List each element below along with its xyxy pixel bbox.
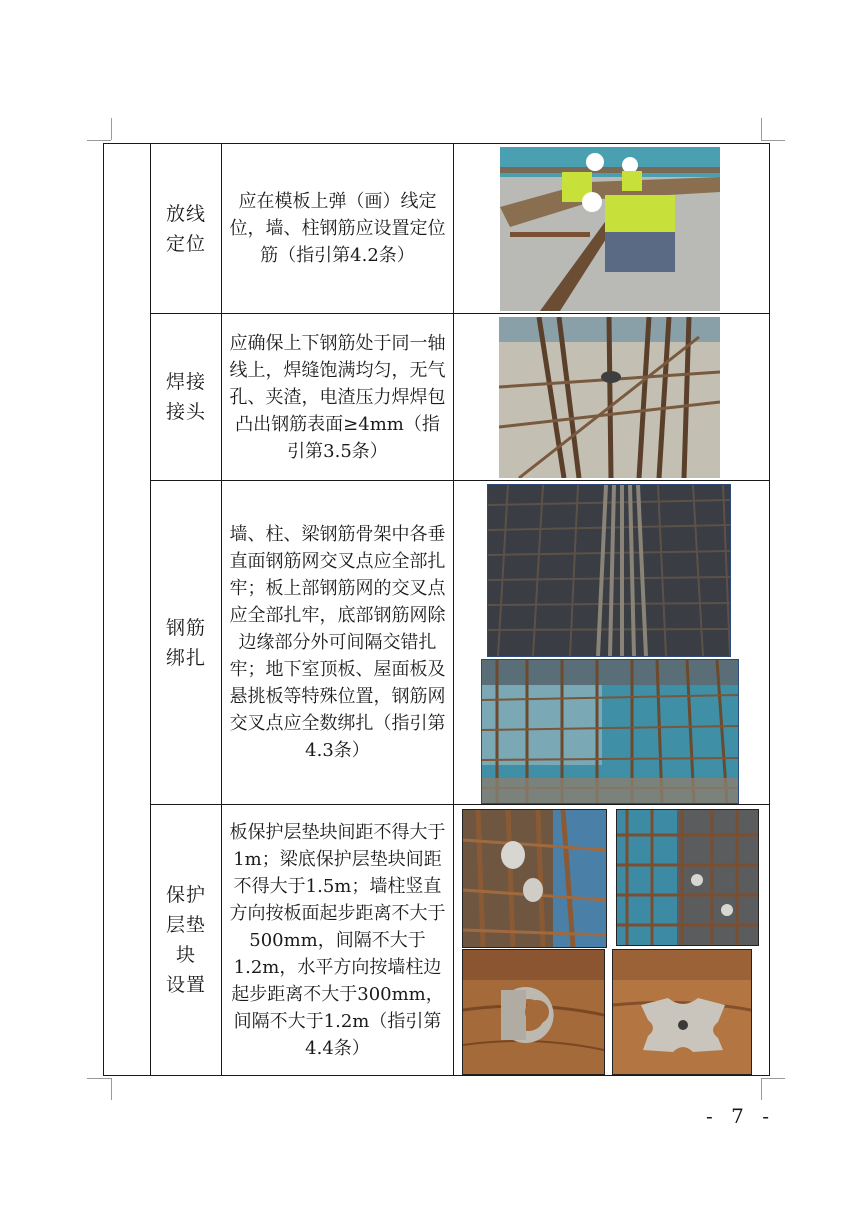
workers-marking-lines-photo	[500, 147, 720, 311]
crop-mark	[761, 1078, 785, 1079]
item-cell	[151, 314, 222, 481]
crop-mark	[761, 140, 785, 141]
crop-mark	[761, 1078, 762, 1100]
crop-mark	[761, 118, 762, 140]
requirement-cell	[222, 144, 454, 314]
wall-spacer-photo	[616, 809, 759, 946]
item-label: 钢筋 绑扎	[165, 616, 206, 669]
c-shaped-concrete-spacer-photo	[462, 949, 605, 1075]
wall-rebar-cage-photo	[481, 659, 739, 804]
crop-mark	[111, 118, 112, 140]
inspection-table	[103, 143, 770, 1076]
photo-cell	[454, 144, 770, 314]
requirement-text: 应确保上下钢筋处于同一轴线上，焊缝饱满均匀，无气孔、夹渣，电渣压力焊焊包凸出钢筋表面≥4mm（指引第3.5条）	[229, 332, 446, 462]
table-row	[104, 805, 770, 1076]
item-cell	[151, 144, 222, 314]
table-row	[104, 144, 770, 314]
table-row	[104, 481, 770, 805]
item-cell	[151, 481, 222, 805]
photo-cell	[454, 481, 770, 805]
table-row	[104, 314, 770, 481]
requirement-cell	[222, 805, 454, 1076]
item-label: 放线 定位	[165, 202, 206, 255]
item-label: 保护 层垫 块 设置	[165, 884, 206, 996]
crop-mark	[87, 1078, 111, 1079]
requirement-text: 应在模板上弹（画）线定位，墙、柱钢筋应设置定位筋（指引第4.2条）	[229, 191, 446, 266]
photo-cell	[454, 805, 770, 1076]
page-number: - 7 -	[706, 1104, 775, 1128]
requirement-text: 墙、柱、梁钢筋骨架中各垂直面钢筋网交叉点应全部扎牢；板上部钢筋网的交叉点应全部扎牢，底部钢筋网除边缘部分外可间隔交错扎牢；地下室顶板、屋面板及悬挑板等特殊位置，钢筋网交叉点应全数绑扎（指引第4.3条）	[229, 524, 446, 761]
item-label: 焊接 接头	[165, 371, 206, 423]
requirement-cell	[222, 314, 454, 481]
slab-rebar-mesh-photo	[487, 484, 731, 657]
requirement-cell	[222, 481, 454, 805]
crop-mark	[111, 1078, 112, 1100]
cross-shaped-concrete-spacer-photo	[612, 949, 752, 1075]
column-spacer-photo	[462, 809, 607, 948]
requirement-text: 板保护层垫块间距不得大于1m；梁底保护层垫块间距不得大于1.5m；墙柱竖直方向按板面起步距离不大于500mm，间隔不大于1.2m，水平方向按墙柱边起步距离不大于300mm，间隔不大于1.2m（指引第4.4条）	[229, 821, 446, 1059]
photo-cell	[454, 314, 770, 481]
item-cell	[151, 805, 222, 1076]
category-cell	[104, 144, 151, 1076]
welded-rebar-joint-photo	[499, 317, 720, 478]
crop-mark	[87, 140, 111, 141]
